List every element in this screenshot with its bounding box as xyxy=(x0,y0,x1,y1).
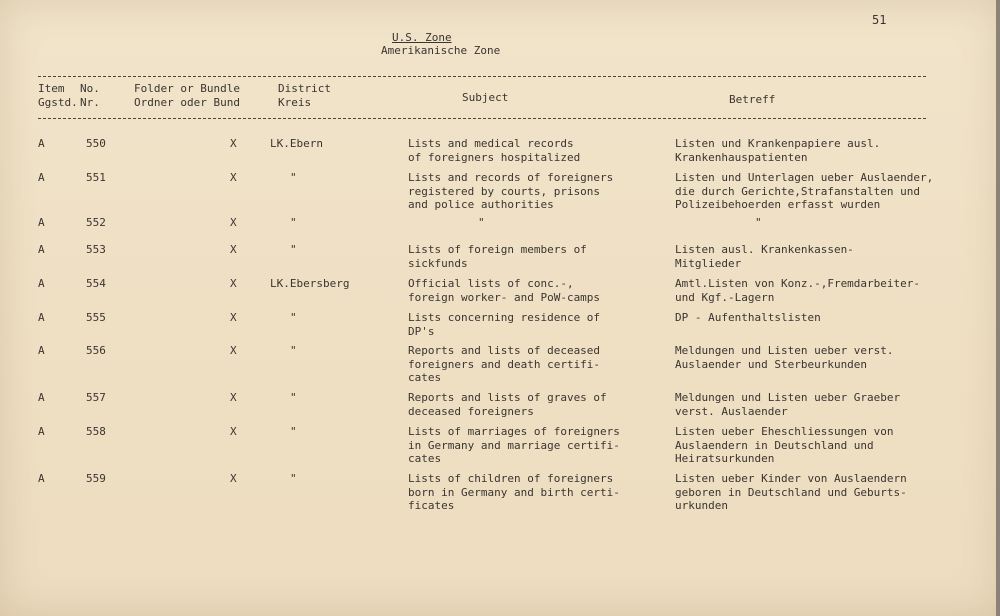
header-subject: Subject xyxy=(462,91,509,104)
zone-title: U.S. Zone xyxy=(392,31,452,44)
row-number: 552 xyxy=(86,216,106,229)
row-betreff: Listen ueber Eheschliessungen von Auslaendern in Deutschland und Heiratsurkunden xyxy=(675,425,894,465)
row-folder: X xyxy=(230,425,237,438)
row-subject: Reports and lists of deceased foreigners and death certifi- cates xyxy=(408,344,601,384)
row-district: LK.Ebersberg xyxy=(270,277,350,290)
row-subject: Lists of foreign members of sickfunds xyxy=(408,243,587,270)
row-betreff: Amtl.Listen von Konz.-,Fremdarbeiter- und Kgf.-Lagern xyxy=(675,277,921,304)
row-subject: Lists and medical records of foreigners hospitalized xyxy=(408,137,581,164)
header-item: Item Ggstd. xyxy=(38,82,78,109)
row-district: " xyxy=(290,472,297,485)
row-item: A xyxy=(38,425,45,438)
header-district: District Kreis xyxy=(278,82,331,109)
page-number: 51 xyxy=(872,13,887,27)
row-number: 553 xyxy=(86,243,106,256)
row-number: 555 xyxy=(86,311,106,324)
row-item: A xyxy=(38,137,45,150)
row-item: A xyxy=(38,391,45,404)
row-subject: Lists and records of foreigners registered by courts, prisons and police authorities xyxy=(408,171,614,211)
row-number: 556 xyxy=(86,344,106,357)
row-subject: " xyxy=(478,216,485,229)
row-betreff: Listen ausl. Krankenkassen- Mitglieder xyxy=(675,243,854,270)
row-item: A xyxy=(38,277,45,290)
row-number: 558 xyxy=(86,425,106,438)
row-betreff: Meldungen und Listen ueber verst. Auslaender und Sterbeurkunden xyxy=(675,344,894,371)
row-item: A xyxy=(38,216,45,229)
row-item: A xyxy=(38,472,45,485)
row-item: A xyxy=(38,311,45,324)
row-folder: X xyxy=(230,344,237,357)
header-top-rule xyxy=(38,76,926,77)
row-folder: X xyxy=(230,171,237,184)
row-betreff: Listen ueber Kinder von Auslaendern geboren in Deutschland und Geburts- urkunden xyxy=(675,472,907,512)
row-district: " xyxy=(290,216,297,229)
row-item: A xyxy=(38,171,45,184)
row-district: LK.Ebern xyxy=(270,137,323,150)
row-item: A xyxy=(38,243,45,256)
row-number: 557 xyxy=(86,391,106,404)
row-betreff: Listen und Unterlagen ueber Auslaender, die durch Gerichte,Strafanstalten und Polizeibehoerden erfasst wurden xyxy=(675,171,934,211)
row-subject: Lists concerning residence of DP's xyxy=(408,311,601,338)
header-betreff: Betreff xyxy=(729,93,776,106)
row-district: " xyxy=(290,311,297,324)
row-district: " xyxy=(290,171,297,184)
row-betreff: DP - Aufenthaltslisten xyxy=(675,311,821,324)
row-number: 551 xyxy=(86,171,106,184)
row-subject: Lists of children of foreigners born in Germany and birth certi- ficates xyxy=(408,472,620,512)
row-folder: X xyxy=(230,391,237,404)
row-folder: X xyxy=(230,472,237,485)
header-no: No. Nr. xyxy=(80,82,100,109)
row-number: 554 xyxy=(86,277,106,290)
page-edge-shadow xyxy=(996,0,1000,616)
row-betreff: Listen und Krankenpapiere ausl. Krankenhauspatienten xyxy=(675,137,881,164)
row-folder: X xyxy=(230,137,237,150)
header-folder: Folder or Bundle Ordner oder Bund xyxy=(134,82,240,109)
row-betreff: " xyxy=(755,216,762,229)
row-folder: X xyxy=(230,216,237,229)
row-district: " xyxy=(290,344,297,357)
header-bottom-rule xyxy=(38,118,926,119)
row-folder: X xyxy=(230,243,237,256)
row-subject: Lists of marriages of foreigners in Germany and marriage certifi- cates xyxy=(408,425,620,465)
row-subject: Reports and lists of graves of deceased foreigners xyxy=(408,391,607,418)
row-subject: Official lists of conc.-, foreign worker- and PoW-camps xyxy=(408,277,601,304)
row-number: 559 xyxy=(86,472,106,485)
row-district: " xyxy=(290,391,297,404)
row-item: A xyxy=(38,344,45,357)
row-folder: X xyxy=(230,277,237,290)
row-betreff: Meldungen und Listen ueber Graeber verst. Auslaender xyxy=(675,391,901,418)
row-district: " xyxy=(290,425,297,438)
zone-subtitle: Amerikanische Zone xyxy=(381,44,501,57)
row-district: " xyxy=(290,243,297,256)
row-number: 550 xyxy=(86,137,106,150)
row-folder: X xyxy=(230,311,237,324)
